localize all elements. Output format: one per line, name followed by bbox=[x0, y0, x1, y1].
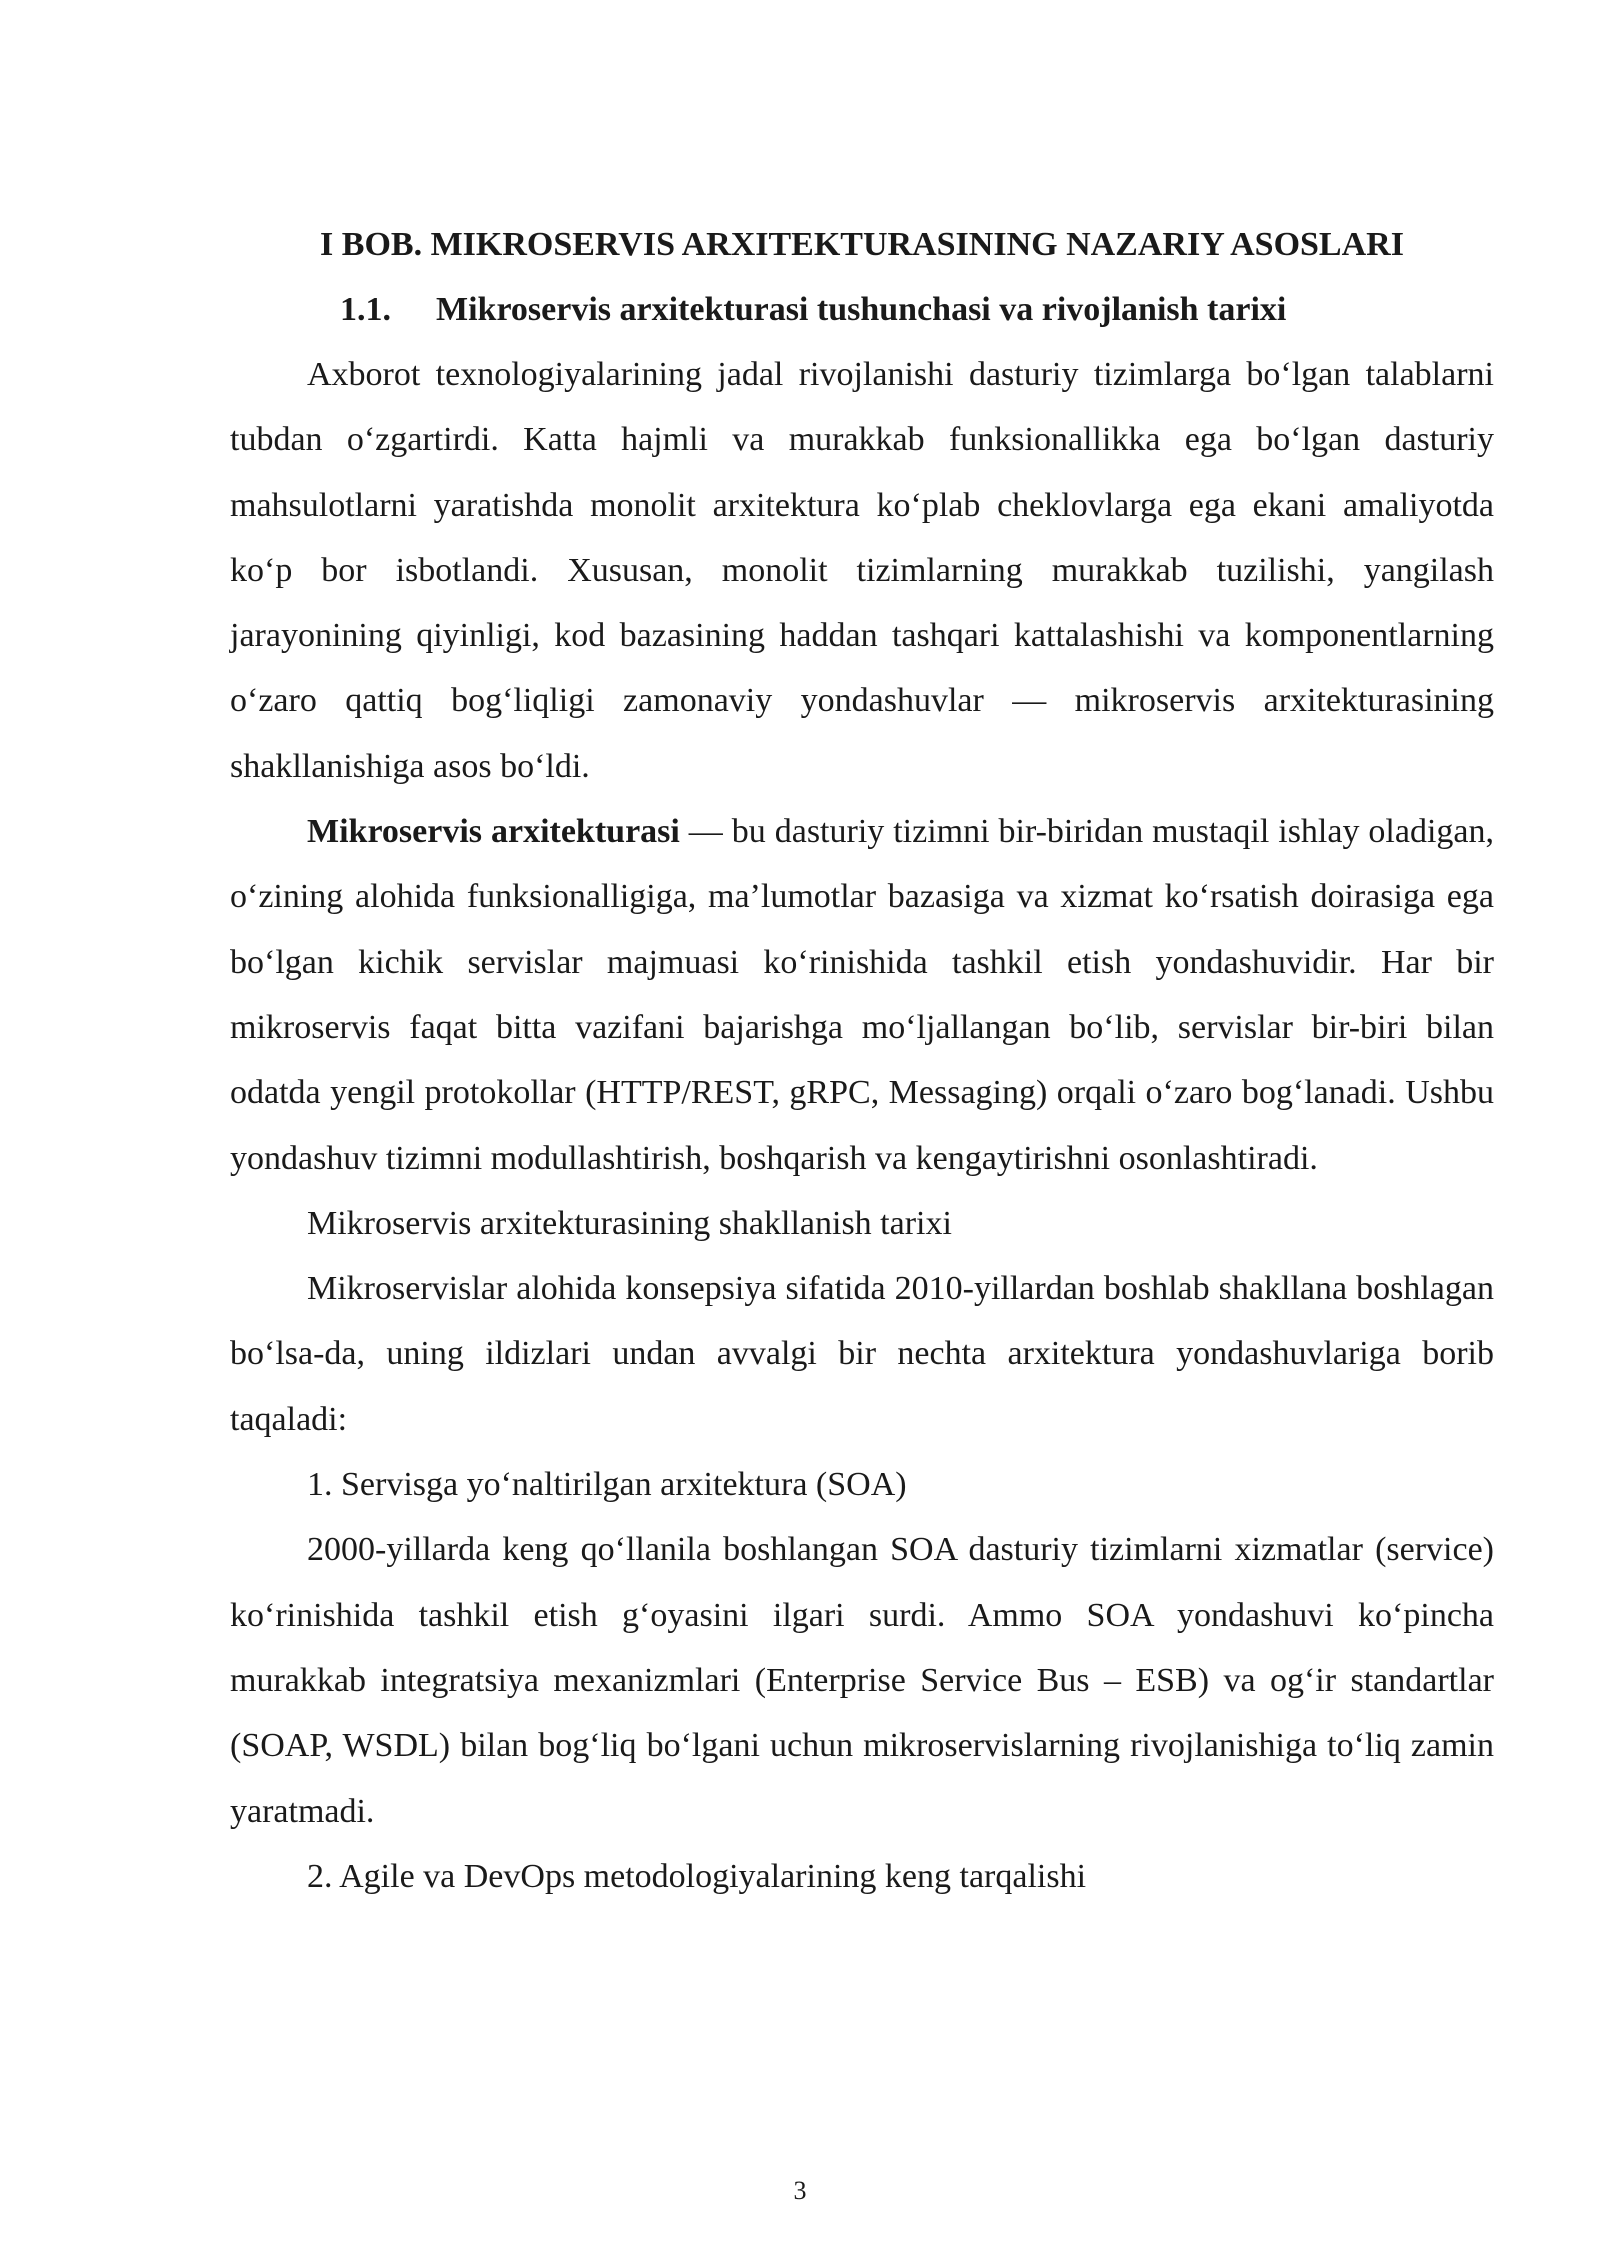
definition-text: — bu dasturiy tizimni bir-biridan mustaqil ishlay oladigan, o‘zining alohida funksionalligiga, ma’lumotlar bazasiga va xizmat ko‘rsatish doirasiga ega bo‘lgan kichik servislar majmuasi ko‘rinishida tashkil etish yondashuvidir. Har bir mikroservis faqat bitta vazifani bajarishga mo‘ljallangan bo‘lib, servislar bir-biri bilan odatda yengil protokollar (HTTP/REST, gRPC, Messaging) orqali o‘zaro bog‘lanadi. Ushbu yondashuv tizimni modullashtirish, boshqarish va kengaytirishni osonlashtiradi. bbox=[230, 813, 1494, 1177]
chapter-title: I BOB. MIKROSERVIS ARXITEKTURASINING NAZARIY ASOSLARI bbox=[320, 226, 1404, 263]
page-number: 3 bbox=[793, 2176, 807, 2205]
list-item-soa: 1. Servisga yo‘naltirilgan arxitektura (SOA) bbox=[307, 1466, 907, 1504]
section-heading bbox=[230, 277, 1494, 342]
paragraph-intro: Axborot texnologiyalarining jadal rivojlanishi dasturiy tizimlarga bo‘lgan talablarni tubdan o‘zgartirdi. Katta hajmli va murakkab funksionallikka ega bo‘lgan dasturiy mahsulotlarni yaratishda monolit arxitektura ko‘plab cheklovlarga ega ekani amaliyotda ko‘p bor isbotlandi. Xususan, monolit tizimlarning murakkab tuzilishi, yangilash jarayonining qiyinligi, kod bazasining haddan tashqari kattalashishi va komponentlarning o‘zaro qattiq bog‘liqligi zamonaviy yondashuvlar — mikroservis arxitekturasining shakllanishiga asos bo‘ldi. bbox=[230, 356, 1494, 785]
definition-term: Mikroservis arxitekturasi bbox=[307, 813, 680, 851]
section-number: 1.1. bbox=[340, 291, 391, 328]
paragraph-history-heading: Mikroservis arxitekturasining shakllanish tarixi bbox=[307, 1204, 952, 1242]
paragraph-definition bbox=[230, 799, 1494, 1191]
page-content bbox=[230, 212, 1494, 1909]
list-item-agile-devops: 2. Agile va DevOps metodologiyalarining keng tarqalishi bbox=[307, 1857, 1087, 1895]
section-title: Mikroservis arxitekturasi tushunchasi va rivojlanish tarixi bbox=[436, 291, 1287, 328]
paragraph-history-intro: Mikroservislar alohida konsepsiya sifatida 2010-yillardan boshlab shakllana boshlagan bo‘lsa-da, uning ildizlari undan avvalgi bir nechta arxitektura yondashuvlariga borib taqaladi: bbox=[230, 1270, 1494, 1438]
paragraph-soa: 2000-yillarda keng qo‘llanila boshlangan SOA dasturiy tizimlarni xizmatlar (service) ko‘rinishida tashkil etish g‘oyasini ilgari surdi. Ammo SOA yondashuvi ko‘pincha murakkab integratsiya mexanizmlari (Enterprise Service Bus – ESB) va og‘ir standartlar (SOAP, WSDL) bilan bog‘liq bo‘lgani uchun mikroservislarning rivojlanishiga to‘liq zamin yaratmadi. bbox=[230, 1531, 1494, 1830]
